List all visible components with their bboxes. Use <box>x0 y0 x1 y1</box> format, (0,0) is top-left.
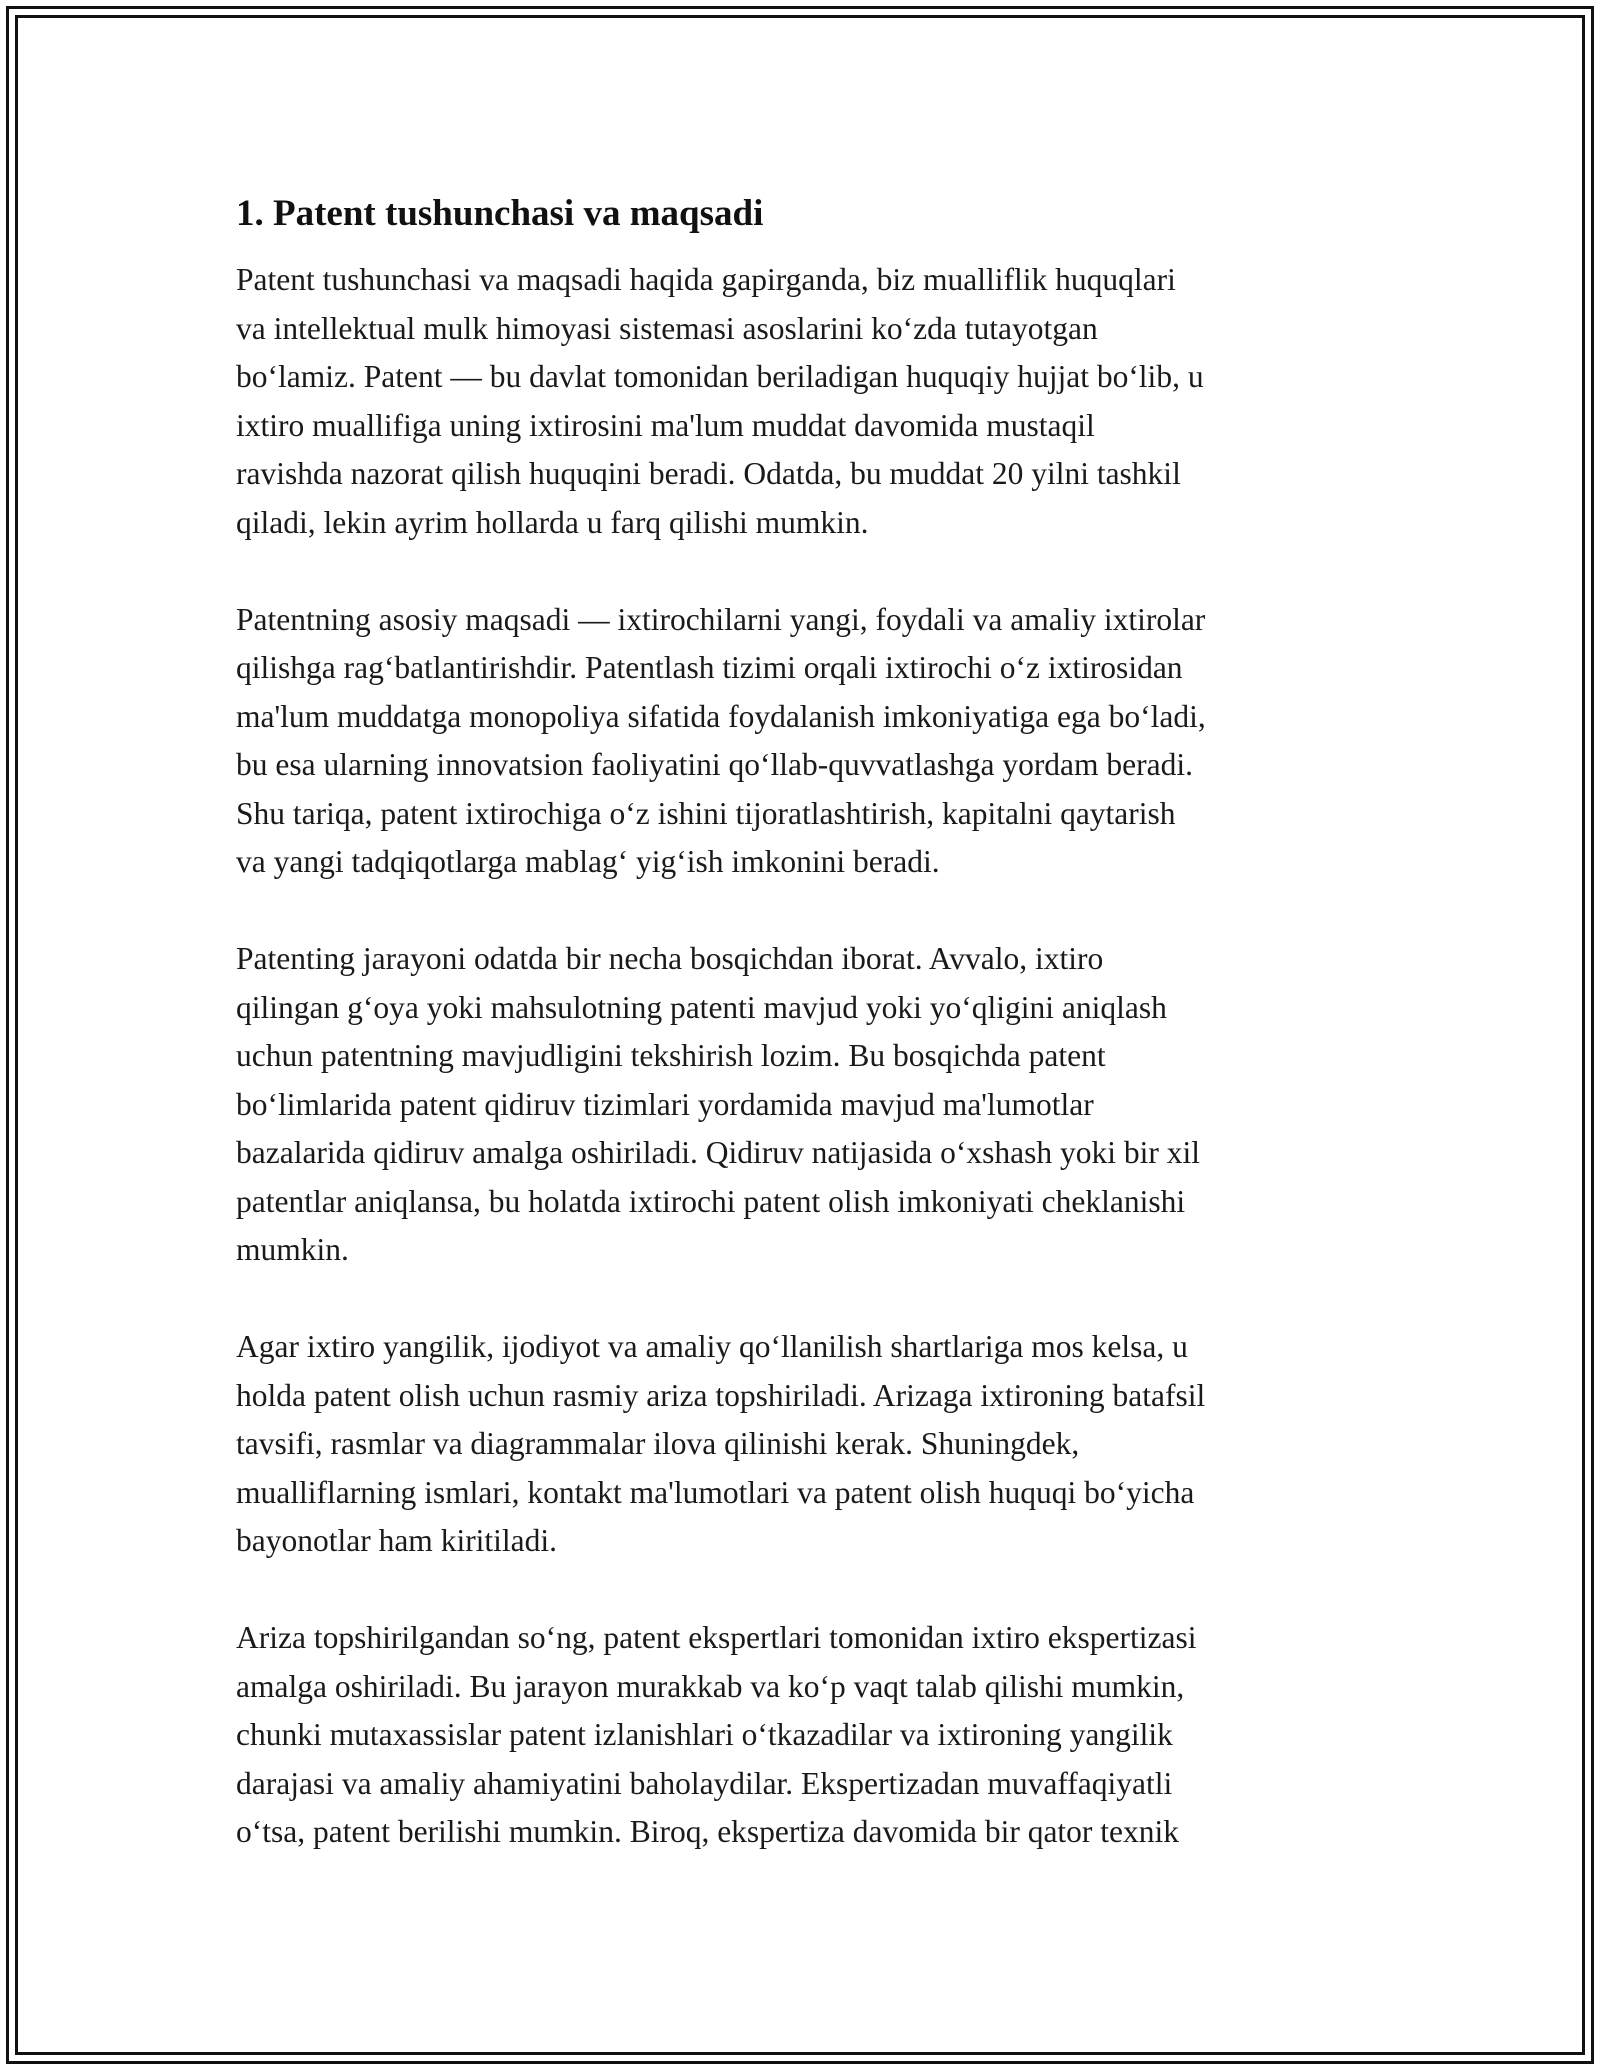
text-line: va intellektual mulk himoyasi sistemasi asoslarini ko‘zda tutayotgan <box>236 310 1098 346</box>
text-line: Shu tariqa, patent ixtirochiga o‘z ishini tijoratlashtirish, kapitalni qaytarish <box>236 795 1176 831</box>
text-line: darajasi va amaliy ahamiyatini baholaydilar. Ekspertizadan muvaffaqiyatli <box>236 1765 1173 1801</box>
document-body <box>236 186 1376 1905</box>
text-line: ma'lum muddatga monopoliya sifatida foydalanish imkoniyatiga ega bo‘ladi, <box>236 698 1206 734</box>
paragraph-1 <box>236 256 1376 547</box>
text-line: va yangi tadqiqotlarga mablag‘ yig‘ish imkonini beradi. <box>236 844 940 879</box>
paragraph-3 <box>236 935 1376 1275</box>
text-line: qilishga rag‘batlantirishdir. Patentlash tizimi orqali ixtirochi o‘z ixtirosidan <box>236 650 1183 685</box>
text-line: qiladi, lekin ayrim hollarda u farq qilishi mumkin. <box>236 504 869 540</box>
text-line: Patent tushunchasi va maqsadi haqida gapirganda, biz mualliflik huquqlari <box>236 262 1176 297</box>
text-line: qilingan g‘oya yoki mahsulotning patenti mavjud yoki yo‘qligini aniqlash <box>236 989 1167 1025</box>
text-line: bazalarida qidiruv amalga oshiriladi. Qidiruv natijasida o‘xshash yoki bir xil <box>236 1135 1201 1170</box>
text-line: mumkin. <box>236 1232 349 1267</box>
text-line: chunki mutaxassislar patent izlanishlari o‘tkazadilar va ixtironing yangilik <box>236 1717 1173 1752</box>
paragraph-5 <box>236 1614 1376 1857</box>
text-line: bo‘lamiz. Patent — bu davlat tomonidan beriladigan huquqiy hujjat bo‘lib, u <box>236 359 1204 394</box>
text-line: bu esa ularning innovatsion faoliyatini qo‘llab-quvvatlashga yordam beradi. <box>236 747 1193 782</box>
text-line: ixtiro muallifiga uning ixtirosini ma'lum muddat davomida mustaqil <box>236 407 1095 443</box>
text-line: tavsifi, rasmlar va diagrammalar ilova qilinishi kerak. Shuningdek, <box>236 1426 1080 1461</box>
paragraph-4 <box>236 1323 1376 1566</box>
text-line: Agar ixtiro yangilik, ijodiyot va amaliy qo‘llanilish shartlariga mos kelsa, u <box>236 1329 1188 1364</box>
text-line: amalga oshiriladi. Bu jarayon murakkab va ko‘p vaqt talab qilishi mumkin, <box>236 1668 1185 1704</box>
text-line: patentlar aniqlansa, bu holatda ixtirochi patent olish imkoniyati cheklanishi <box>236 1183 1186 1219</box>
section-heading: 1. Patent tushunchasi va maqsadi <box>236 193 764 234</box>
text-line: bayonotlar ham kiritiladi. <box>236 1523 558 1558</box>
text-line: Patenting jarayoni odatda bir necha bosqichdan iborat. Avvalo, ixtiro <box>236 941 1104 976</box>
text-line: holda patent olish uchun rasmiy ariza topshiriladi. Arizaga ixtironing batafsil <box>236 1377 1206 1413</box>
text-line: Ariza topshirilgandan so‘ng, patent ekspertlari tomonidan ixtiro ekspertizasi <box>236 1620 1197 1655</box>
text-line: ravishda nazorat qilish huquqini beradi. Odatda, bu muddat 20 yilni tashkil <box>236 456 1181 491</box>
text-line: o‘tsa, patent berilishi mumkin. Biroq, ekspertiza davomida bir qator texnik <box>236 1814 1180 1849</box>
text-line: mualliflarning ismlari, kontakt ma'lumotlari va patent olish huquqi bo‘yicha <box>236 1474 1195 1510</box>
paragraph-2 <box>236 596 1376 887</box>
text-line: Patentning asosiy maqsadi — ixtirochilarni yangi, foydali va amaliy ixtirolar <box>236 601 1206 637</box>
text-line: bo‘limlarida patent qidiruv tizimlari yordamida mavjud ma'lumotlar <box>236 1086 1094 1122</box>
text-line: uchun patentning mavjudligini tekshirish lozim. Bu bosqichda patent <box>236 1038 1106 1073</box>
